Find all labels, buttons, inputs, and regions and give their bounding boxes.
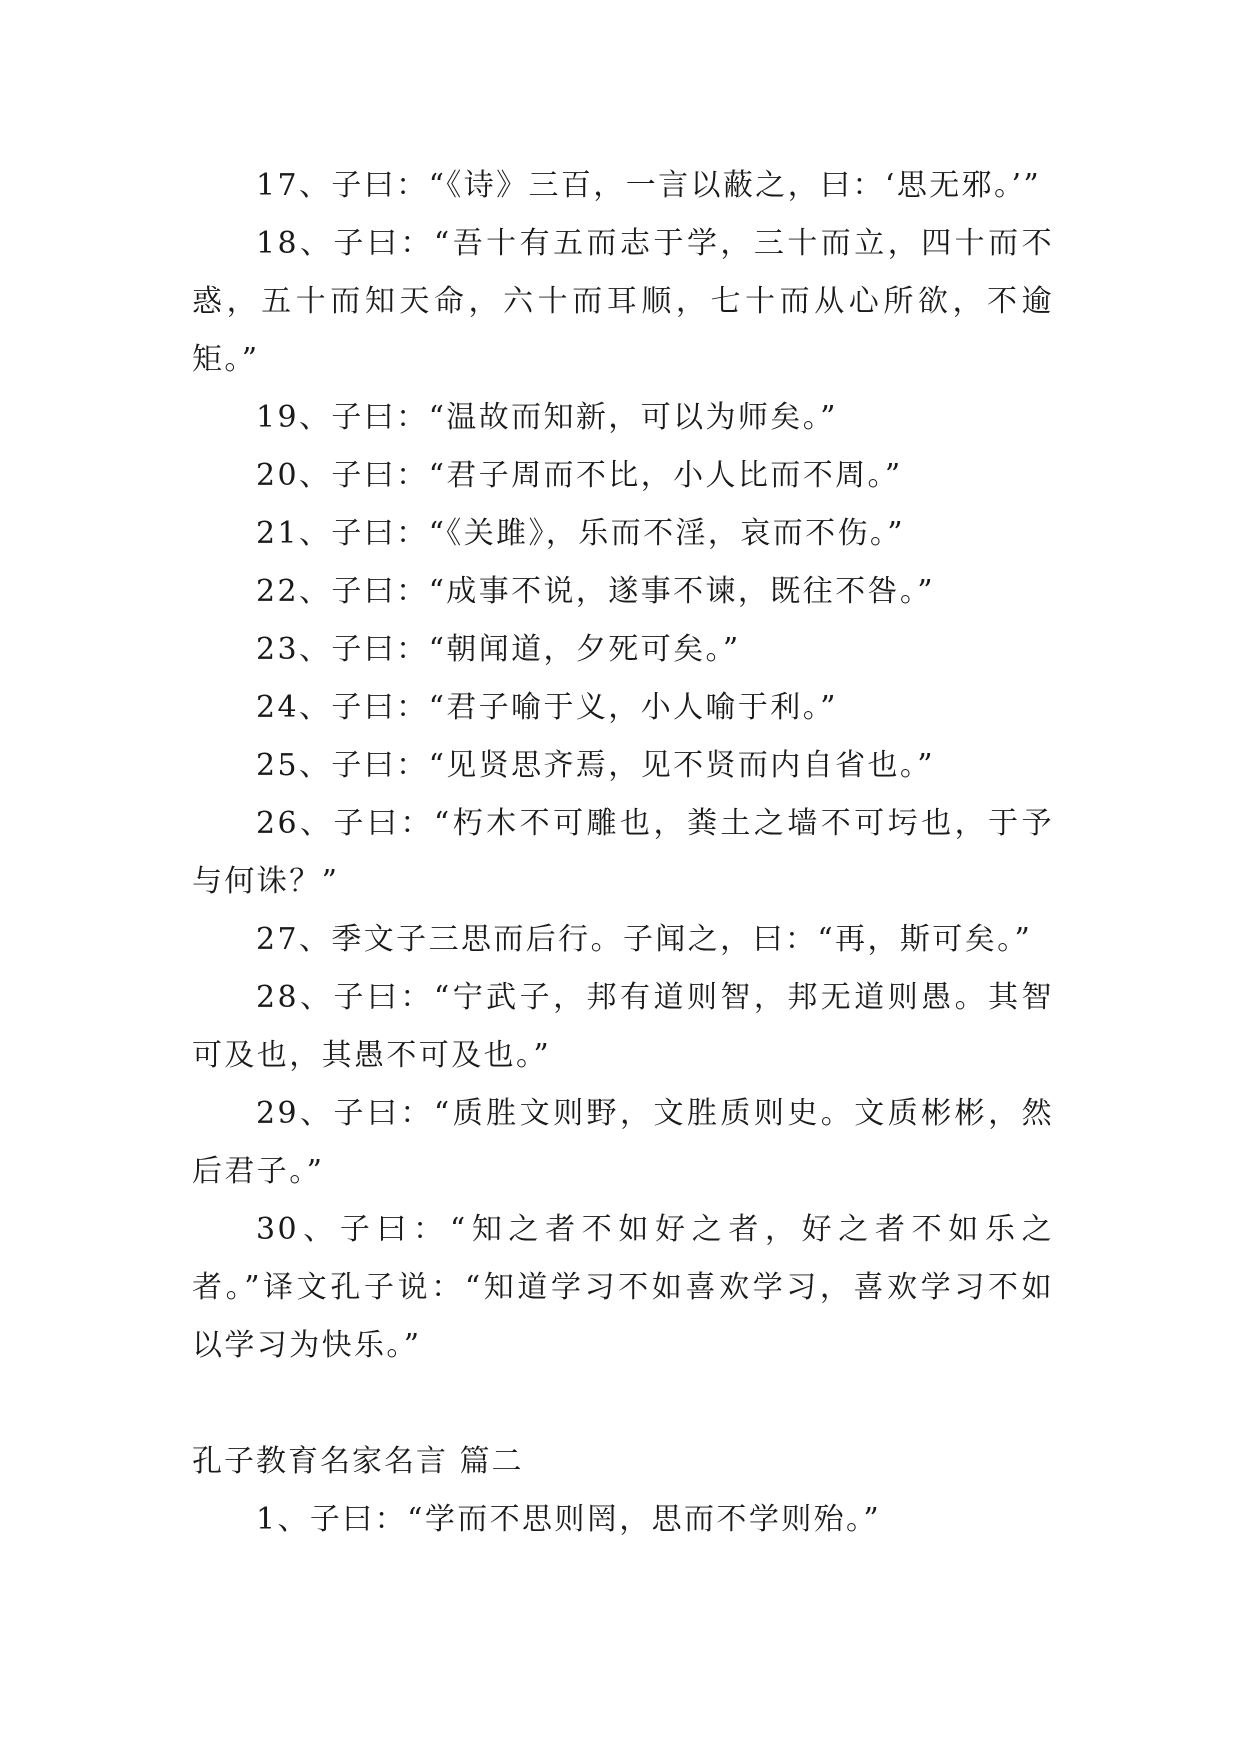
quote-paragraph-20: 20、子曰：“君子周而不比，小人比而不周。” [256,458,903,493]
quote-paragraph-27: 27、季文子三思而后行。子闻之，曰：“再，斯可矣。” [256,922,1033,957]
quote-paragraph-29: 29、子曰：“质胜文则野，文胜质则史。文质彬彬，然后君子。” [192,1096,1054,1189]
section-heading: 孔子教育名家名言 篇二 [192,1444,524,1479]
section-spacer [192,1375,1054,1433]
quote-paragraph-1: 1、子曰：“学而不思则罔，思而不学则殆。” [256,1502,882,1537]
document-body [192,157,1054,1549]
quote-paragraph-21: 21、子曰：“《关雎》，乐而不淫，哀而不伤。” [256,516,906,551]
quote-paragraph-28: 28、子曰：“宁武子，邦有道则智，邦无道则愚。其智可及也，其愚不可及也。” [192,980,1054,1073]
quote-paragraph-25: 25、子曰：“见贤思齐焉，见不贤而内自省也。” [256,748,936,783]
quote-paragraph-23: 23、子曰：“朝闻道，夕死可矣。” [256,632,741,667]
quote-paragraph-17: 17、子曰：“《诗》三百，一言以蔽之，曰：‘思无邪。’” [256,168,1042,203]
quote-paragraph-18: 18、子曰：“吾十有五而志于学，三十而立，四十而不惑，五十而知天命，六十而耳顺，七十而从心所欲，不逾矩。” [192,226,1054,377]
quote-paragraph-24: 24、子曰：“君子喻于义，小人喻于利。” [256,690,838,725]
quote-paragraph-26: 26、子曰：“朽木不可雕也，粪土之墙不可圬也，于予与何诛？” [192,806,1054,899]
quote-paragraph-22: 22、子曰：“成事不说，遂事不谏，既往不咎。” [256,574,936,609]
quote-paragraph-30: 30、子曰：“知之者不如好之者，好之者不如乐之者。”译文孔子说：“知道学习不如喜欢学习，喜欢学习不如以学习为快乐。” [192,1212,1054,1363]
quote-paragraph-19: 19、子曰：“温故而知新，可以为师矣。” [256,400,838,435]
